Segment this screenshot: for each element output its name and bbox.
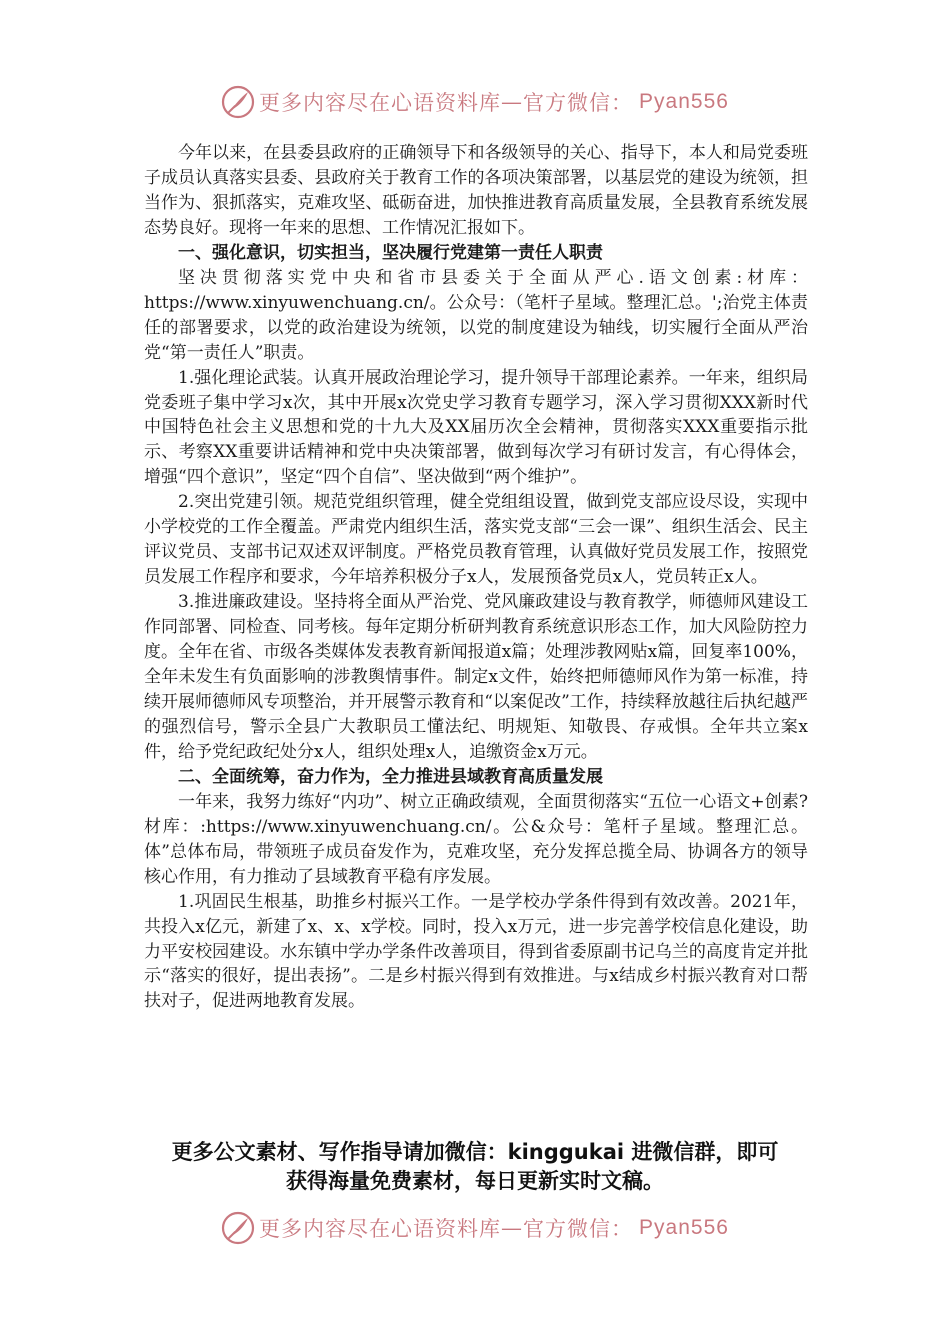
section-2-intro-paragraph: 一年来，我努力练好“内功”、树立正确政绩观，全面贯彻落实“五位一心语文+创素?材库：:https://www.xinyuwenchuang.cn/。公&众号：笔杆子星域。整理汇总。体”总体布局，带领班子成员奋发作为，克难攻坚，充分发挥总揽全局、协调各方的领导核心作用，有力推动了县域教育平稳有序发展。 <box>144 791 808 887</box>
section-2-item-1-paragraph: 1.巩固民生根基，助推乡村振兴工作。一是学校办学条件得到有效改善。2021年，共投入x亿元，新建了x、x、x学校。同时，投入x万元，进一步完善学校信息化建设，助力平安校园建设。水东镇中学办学条件改善项目，得到省委原副书记乌兰的高度肯定并批示“落实的很好，提出表扬”。二是乡村振兴得到有效推进。与x结成乡村振兴教育对口帮扶对子，促进两地教育发展。 <box>144 891 808 1012</box>
section-1-intro-paragraph: 坚决贯彻落实党中央和省市县委关于全面从严心.语文创素:材库：https://www.xinyuwenchuang.cn/。公众号：（笔杆子星域。整理汇总。';治党主体责任的部署要求，以党的政治建设为统领，以党的制度建设为轴线，切实履行全面从严治党“第一责任人”职责。 <box>144 267 808 363</box>
quill-logo-icon <box>221 85 255 119</box>
header-banner <box>0 80 950 124</box>
banner-text: 更多内容尽在心语资料库 <box>259 91 502 115</box>
section-1-item-3-paragraph: 3.推进廉政建设。坚持将全面从严治党、党风廉政建设与教育教学，师德师风建设工作同部署、同检查、同考核。每年定期分析研判教育系统意识形态工作，加大风险防控力度。全年在省、市级各类媒体发表教育新闻报道x篇；处理涉教网贴x篇，回复率100%，全年未发生有负面影响的涉教舆情事件。制定x文件，始终把师德师风作为第一标准，持续开展师德师风专项整治，并开展警示教育和“以案促改”工作，持续释放越往后执纪越严的强烈信号，警示全县广大教职员工懂法纪、明规矩、知敬畏、存戒惧。全年共立案x件，给予党纪政纪处分x人，组织处理x人，追缴资金x万元。 <box>144 592 808 762</box>
intro-paragraph: 今年以来，在县委县政府的正确领导下和各级领导的关心、指导下，本人和局党委班子成员认真落实县委、县政府关于教育工作的各项决策部署，以基层党的建设为统领，担当作为、狠抓落实，克难攻坚、砥砺奋进，加快推进教育高质量发展，全县教育系统发展态势良好。现将一年来的思想、工作情况汇报如下。 <box>144 143 808 238</box>
section-heading-2: 二、全面统筹，奋力作为，全力推进县域教育高质量发展 <box>178 766 603 787</box>
footer-promo-note <box>100 1138 850 1196</box>
banner-text: 更多内容尽在心语资料库 <box>259 1217 502 1241</box>
section-1-item-2-paragraph: 2.突出党建引领。规范党组织管理，健全党组组设置，做到党支部应设尽设，实现中小学校党的工作全覆盖。严肃党内组织生活，落实党支部“三会一课”、组织生活会、民主评议党员、支部书记双述双评制度。严格党员教育管理，认真做好党员发展工作，按照党员发展工作程序和要求，今年培养积极分子x人，发展预备党员x人，党员转正x人。 <box>144 492 808 588</box>
quill-logo-icon <box>221 1211 255 1245</box>
footer-note-line-1: 更多公文素材、写作指导请加微信：kinggukai 进微信群，即可 <box>171 1140 779 1164</box>
document-body <box>144 141 808 1014</box>
footer-banner <box>0 1206 950 1250</box>
footer-note-line-2: 获得海量免费素材，每日更新实时文稿。 <box>286 1169 664 1193</box>
banner-wechat-id: Pyan556 <box>639 1216 729 1239</box>
banner-official: 官方微信： <box>523 91 634 115</box>
banner-wechat-id: Pyan556 <box>639 90 729 113</box>
banner-separator: — <box>501 1216 524 1240</box>
section-1-item-1-paragraph: 1.强化理论武装。认真开展政治理论学习，提升领导干部理论素养。一年来，组织局党委班子集中学习x次，其中开展x次党史学习教育专题学习，深入学习贯彻XXX新时代中国特色社会主义思想和党的十九大及XX届历次全会精神，贯彻落实XXX重要指示批示、考察XX重要讲话精神和党中央决策部署，做到每次学习有研讨发言，有心得体会，增强“四个意识”，坚定“四个自信”、坚决做到“两个维护”。 <box>144 367 808 488</box>
banner-separator: — <box>501 90 524 114</box>
banner-official: 官方微信： <box>523 1217 634 1241</box>
section-heading-1: 一、强化意识，切实担当，坚决履行党建第一责任人职责 <box>178 242 603 263</box>
